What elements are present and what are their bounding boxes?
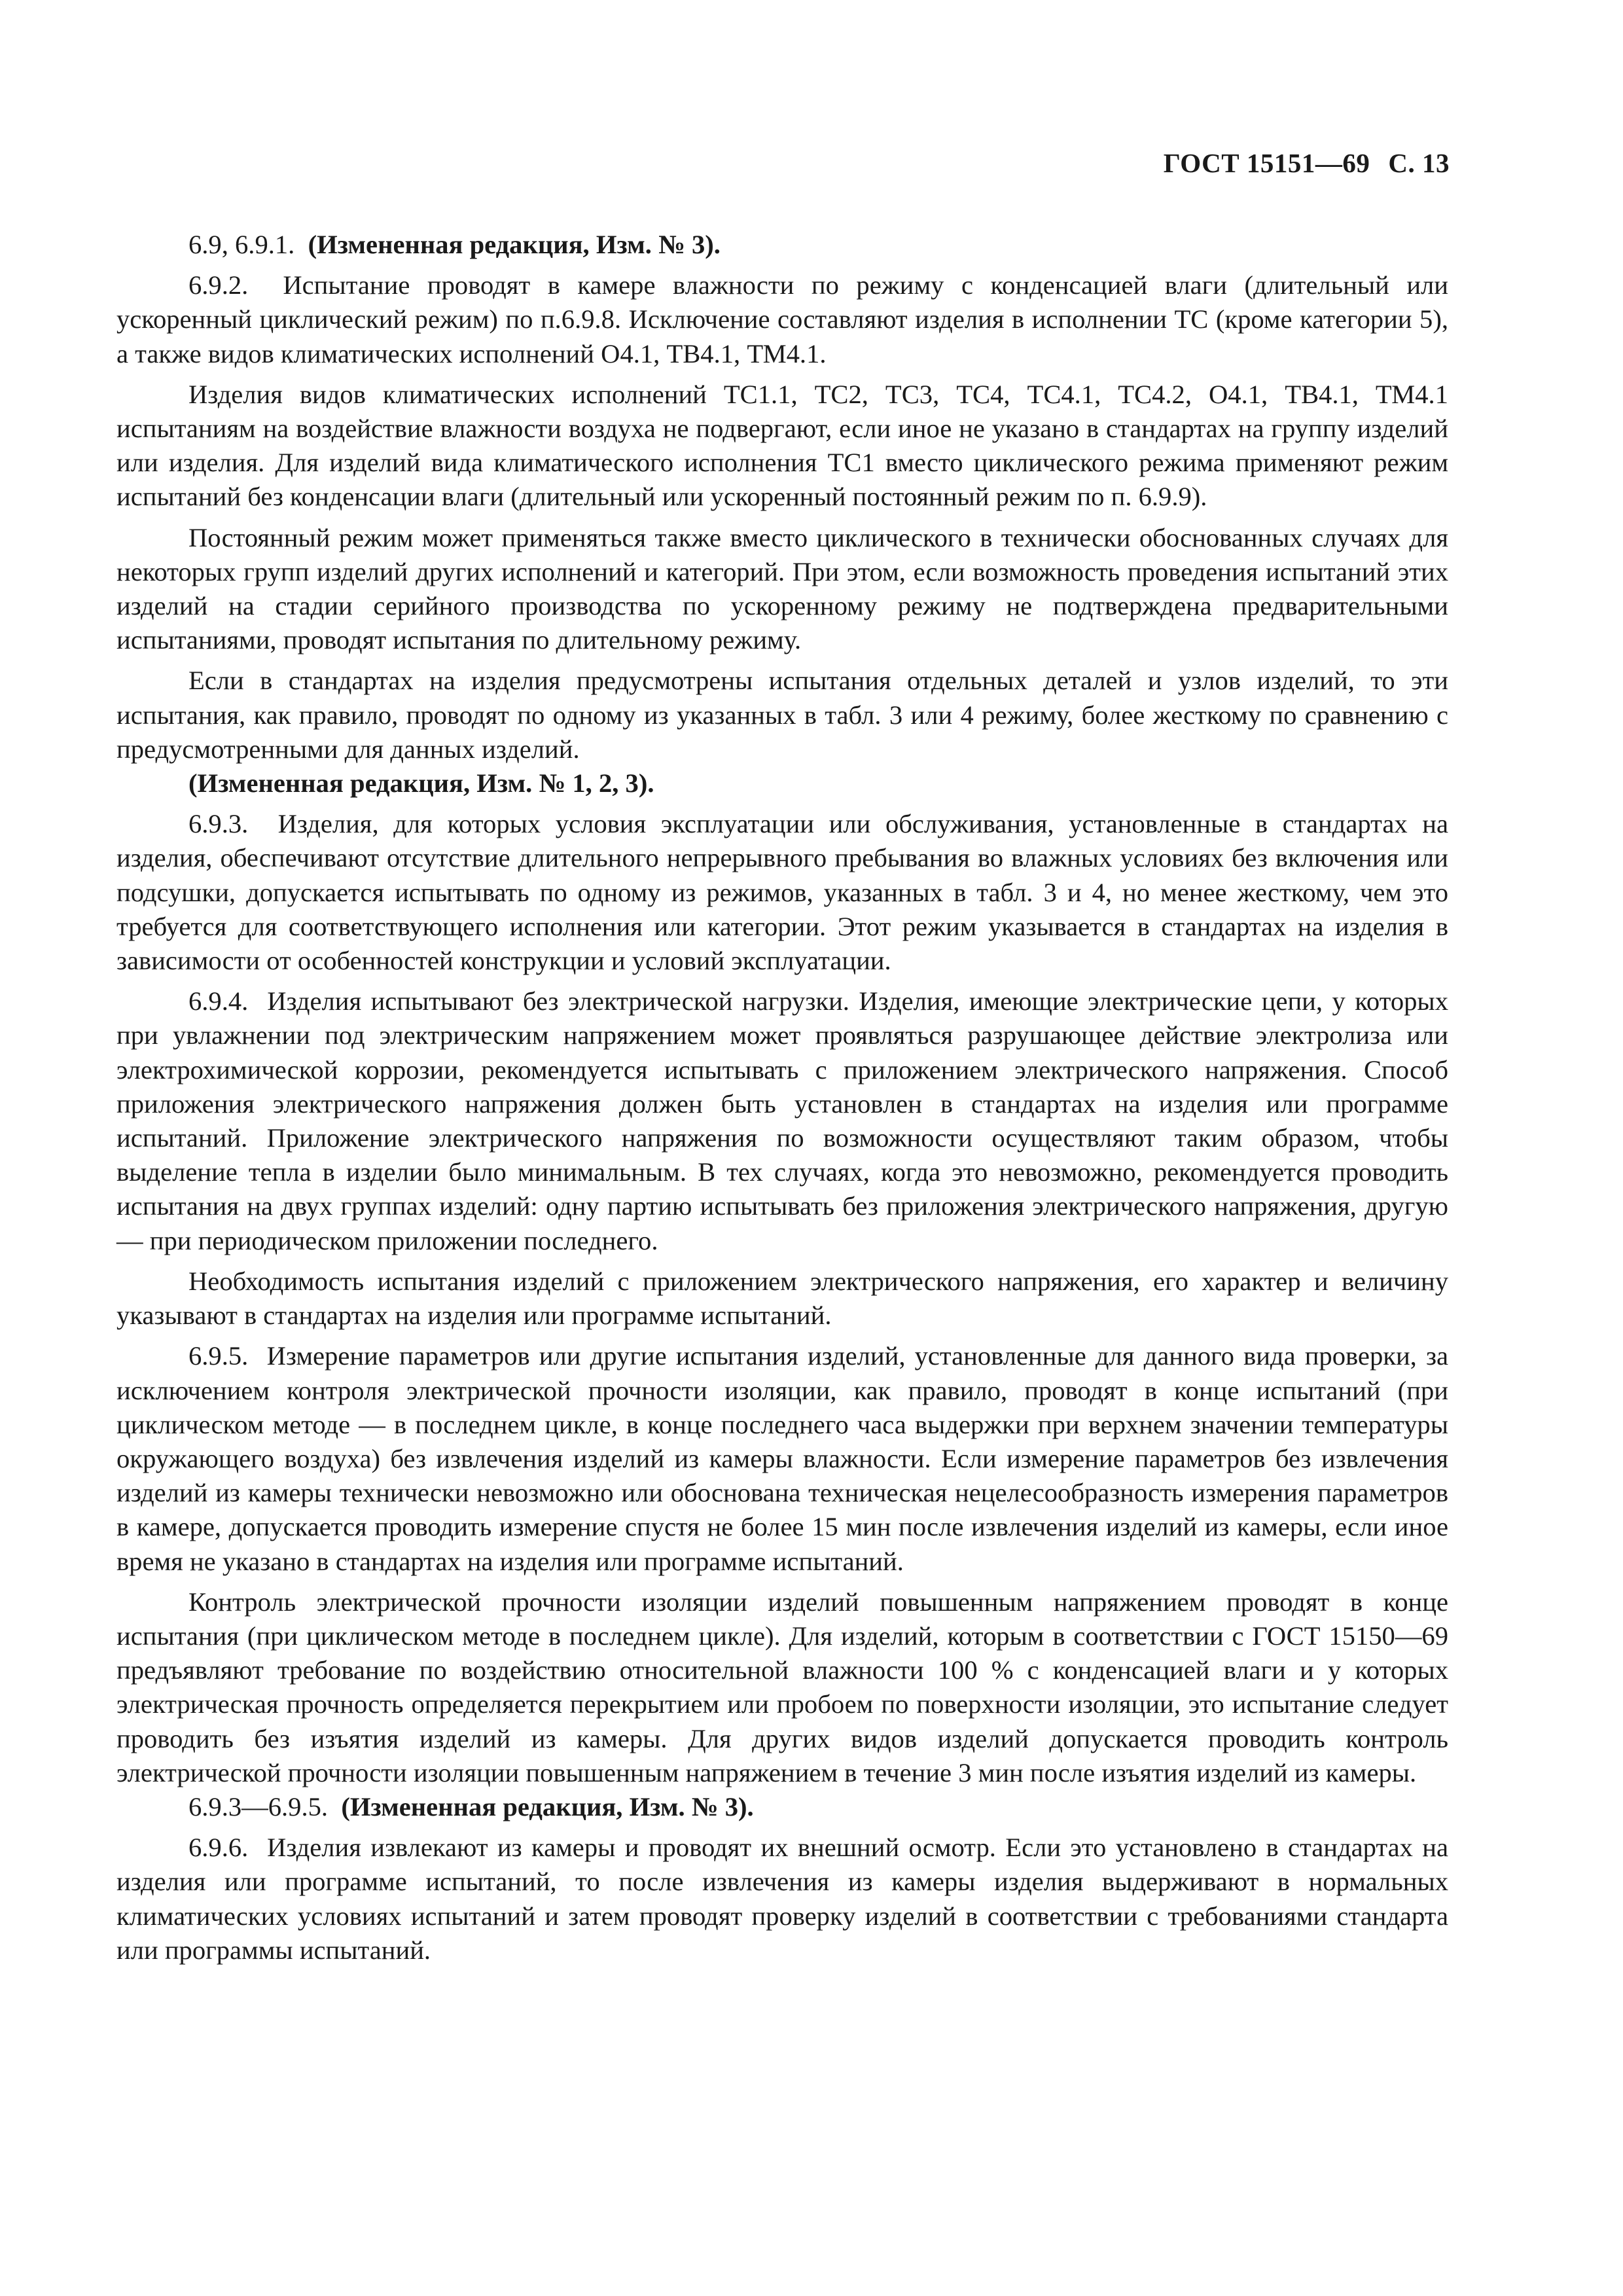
clause-number: 6.9.3—6.9.5.: [188, 1791, 329, 1821]
paragraph-text: Изделия, для которых условия эксплуатации или обслуживания, установленные в стандартах на изделия, обеспечивают отсутствие длительного непрерывного пребывания во влажных условиях без включения или подсушки, допускается испытывать по одному из режимов, указанных в табл. 3 и 4, но менее жесткому, чем это требуется для соответствующего исполнения или категории. Этот режим указывается в стандартах на изделия в зависимости от особенностей конструкции и условий эксплуатации.: [116, 809, 1448, 976]
revision-note: (Измененная редакция, Изм. № 1, 2, 3).: [188, 768, 654, 798]
clause-number: 6.9.4.: [188, 986, 249, 1016]
paragraph-text: Испытание проводят в камере влажности по режиму с конденсацией влаги (длительный или ускоренный циклический режим) по п.6.9.8. Исключение составляют изделия в исполнении ТС (кроме категории 5), а также видов климатических исполнений О4.1, ТВ4.1, ТМ4.1.: [116, 270, 1448, 368]
running-header: [1164, 147, 1450, 179]
paragraph-6-9-1-note: [116, 228, 1448, 262]
paragraph-text: Постоянный режим может применяться также вместо циклического в технически обоснованных случаях для некоторых групп изделий других исполнений и категорий. При этом, если возможность проведения испытаний этих изделий на стадии серийного производства по ускоренному режиму не подтверждена предварительными испытаниями, проводят испытания по длительному режиму.: [116, 522, 1448, 655]
paragraph-text: Необходимость испытания изделий с приложением электрического напряжения, его характер и величину указывают в стандартах на изделия или программе испытаний.: [116, 1266, 1448, 1331]
paragraph-6-9-4: [116, 984, 1448, 1258]
paragraph-constant-mode: [116, 521, 1448, 658]
document-body: [116, 228, 1448, 1967]
clause-number: 6.9.3.: [188, 809, 249, 839]
clause-number: 6.9.5.: [188, 1341, 249, 1371]
paragraph-climatic-versions: [116, 378, 1448, 514]
paragraph-text: Измерение параметров или другие испытания изделий, установленные для данного вида проверки, за исключением контроля электрической прочности изоляции, как правило, проводят в конце испытаний (при циклическом методе — в последнем цикле, в конце последнего часа выдержки при верхнем значении температуры окружающего воздуха) без извлечения изделий из камеры влажности. Если измерение параметров без извлечения изделий из камеры технически невозможно или обоснована техническая нецелесообразность измерения параметров в камере, допускается проводить измерение спустя не более 15 мин после извлечения изделий из камеры, если иное время не указано в стандартах на изделия или программе испытаний.: [116, 1341, 1448, 1576]
revision-note: (Измененная редакция, Изм. № 3).: [308, 230, 721, 259]
paragraph-text: Если в стандартах на изделия предусмотрены испытания отдельных деталей и узлов изделий, то эти испытания, как правило, проводят по одному из указанных в табл. 3 или 4 режиму, более жесткому по сравнению с предусмотренными для данных изделий.: [116, 666, 1448, 764]
paragraph-insulation-control: [116, 1585, 1448, 1790]
paragraph-text: Изделия испытывают без электрической нагрузки. Изделия, имеющие электрические цепи, у которых при увлажнении под электрическим напряжением может проявляться разрушающее действие электролиза или электрохимической коррозии, рекомендуется испытывать с приложением электрического напряжения. Способ приложения электрического напряжения должен быть установлен в стандартах на изделия или программе испытаний. Приложение электрического напряжения по возможности осуществляют таким образом, чтобы выделение тепла в изделии было минимальным. В тех случаях, когда это невозможно, рекомендуется проводить испытания на двух группах изделий: одну партию испытывать без приложения электрического напряжения, другую — при периодическом приложении последнего.: [116, 986, 1448, 1255]
paragraph-text: Изделия видов климатических исполнений ТС1.1, ТС2, ТС3, ТС4, ТС4.1, ТС4.2, О4.1, ТВ4.1, ТМ4.1 испытаниям на воздействие влажности воздуха не подвергают, если иное не указано в стандартах на группу изделий или изделия. Для изделий вида климатического исполнения ТС1 вместо циклического режима применяют режим испытаний без конденсации влаги (длительный или ускоренный постоянный режим по п. 6.9.9).: [116, 379, 1448, 512]
paragraph-6-9-3-6-9-5-note: [116, 1790, 1448, 1824]
clause-number: 6.9.6.: [188, 1833, 249, 1863]
paragraph-6-9-2: [116, 268, 1448, 371]
paragraph-6-9-3: [116, 807, 1448, 978]
clause-number: 6.9.2.: [188, 270, 249, 300]
revision-note: (Измененная редакция, Изм. № 3).: [341, 1791, 754, 1821]
page-number: С. 13: [1388, 148, 1450, 178]
paragraph-parts-testing: [116, 664, 1448, 766]
paragraph-text: Изделия извлекают из камеры и проводят их внешний осмотр. Если это установлено в стандартах на изделия или программе испытаний, то после извлечения из камеры изделия выдерживают в нормальных климатических условиях испытаний и затем проводят проверку изделий в соответствии с требованиями стандарта или программы испытаний.: [116, 1833, 1448, 1965]
paragraph-6-9-6: [116, 1831, 1448, 1967]
paragraph-6-9-5: [116, 1339, 1448, 1578]
paragraph-text: Контроль электрической прочности изоляции изделий повышенным напряжением проводят в конце испытания (при циклическом методе в последнем цикле). Для изделий, которым в соответствии с ГОСТ 15150—69 предъявляют требование по воздействию относительной влажности 100 % с конденсацией влаги и у которых электрическая прочность определяется перекрытием или пробоем по поверхности изоляции, это испытание следует проводить без изъятия изделий из камеры. Для других видов изделий допускается проводить контроль электрической прочности изоляции повышенным напряжением в течение 3 мин после изъятия изделий из камеры.: [116, 1587, 1448, 1787]
paragraph-voltage-necessity: [116, 1265, 1448, 1333]
paragraph-revision-1-2-3: [116, 766, 1448, 800]
clause-number: 6.9, 6.9.1.: [188, 230, 295, 259]
standard-designation: ГОСТ 15151—69: [1163, 148, 1370, 178]
